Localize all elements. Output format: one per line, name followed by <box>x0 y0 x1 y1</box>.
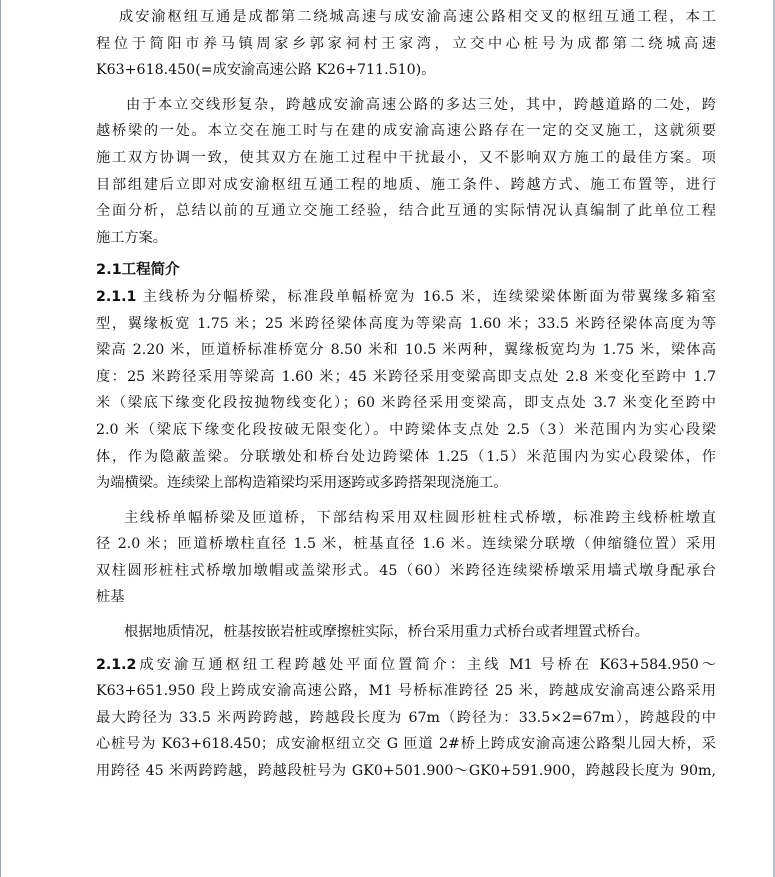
page-left-edge <box>0 0 1 877</box>
subsection-2-1-2-line: K63+651.950 段上跨成安渝高速公路，M1 号桥标准跨径 25 米，跨越成安渝高速公路采用 <box>96 683 716 700</box>
subsection-2-1-1-line: 梁高 2.20 米，匝道桥标准桥宽分 8.50 米和 10.5 米两种，翼缘板宽均为 1.75 米，梁体高 <box>96 342 716 359</box>
subsection-2-1-1-line: 米（梁底下缘变化段按抛物线变化）；60 米跨径采用变梁高，即支点处 3.7 米变化至跨中 <box>96 395 716 412</box>
subsection-2-1-1-line: 体，作为隐蔽盖梁。分联墩处和桥台处边跨梁体 1.25（1.5）米范围内为实心段梁体，作 <box>96 448 716 465</box>
subsection-2-1-1-first-line <box>96 284 716 311</box>
subsection-2-1-2-first-line <box>96 652 716 679</box>
paragraph-1-line: K63+618.450(=成安渝高速公路 K26+711.510)。 <box>96 62 436 79</box>
subsection-number: 2.1.2 <box>96 656 137 673</box>
paragraph-3-line: 双柱圆形桩柱式桥墩加墩帽或盖梁形式。45（60）米跨径连续梁桥墩采用墙式墩身配承台 <box>96 562 716 579</box>
subsection-number: 2.1.1 <box>96 288 137 305</box>
paragraph-2-line: 由于本立交线形复杂，跨越成安渝高速公路的多达三处，其中，跨越道路的二处，跨 <box>126 96 716 113</box>
paragraph-2-line: 全面分析，总结以前的互通立交施工经验，结合此互通的实际情况认真编制了此单位工程 <box>96 203 716 220</box>
paragraph-1-line: 成安渝枢纽互通是成都第二绕城高速与成安渝高速公路相交叉的枢纽互通工程，本工 <box>119 9 716 25</box>
paragraph-3-line: 径 2.0 米；匝道桥墩柱直径 1.5 米，桩基直径 1.6 米。连续梁分联墩（伸缩缝位置）采用 <box>96 536 716 553</box>
paragraph-2-line: 越桥梁的一处。本立交在施工时与在建的成安渝高速公路存在一定的交叉施工，这就须要 <box>96 123 716 140</box>
paragraph-2-line: 施工方案。 <box>96 229 167 246</box>
subsection-2-1-1-line: 为端横梁。连续梁上部构造箱梁均采用逐跨或多跨搭架现浇施工。 <box>96 475 508 492</box>
paragraph-2-line: 施工双方协调一致，使其双方在施工过程中干扰最小，又不影响双方施工的最佳方案。项 <box>96 149 716 166</box>
subsection-2-1-1-line: 型，翼缘板宽 1.75 米；25 米跨径梁体高度为等梁高 1.60 米；33.5 米跨径梁体高度为等 <box>96 315 716 332</box>
subsection-text: 主线桥为分幅桥梁，标准段单幅桥宽为 16.5 米，连续梁梁体断面为带翼缘多箱室 <box>136 288 716 305</box>
paragraph-1-line: 程位于简阳市养马镇周家乡郭家祠村王家湾，立交中心桩号为成都第二绕城高速 <box>96 35 716 52</box>
subsection-2-1-1-line: 度：25 米跨径采用等梁高 1.60 米；45 米跨径采用变梁高即支点处 2.8 米变化至跨中 1.7 <box>96 368 716 385</box>
subsection-2-1-2-line: 最大跨径为 33.5 米两跨跨越，跨越段长度为 67m（跨径为：33.5×2=67m），跨越段的中 <box>96 709 716 726</box>
subsection-2-1-1-line: 2.0 米（梁底下缘变化段按破无限变化）。中跨梁体支点处 2.5（3）米范围内为实心段梁 <box>96 421 716 438</box>
paragraph-3-line: 桩基 <box>96 589 125 606</box>
paragraph-4-line: 根据地质情况，桩基按嵌岩桩或摩擦桩实际，桥台采用重力式桥台或者埋置式桥台。 <box>124 624 649 641</box>
subsection-2-1-2-line: 用跨径 45 米两跨跨越，跨越段桩号为 GK0+501.900～GK0+591.900，跨越段长度为 90m, <box>96 763 716 780</box>
document-page <box>96 0 716 785</box>
paragraph-2-line: 目部组建后立即对成安渝枢纽互通工程的地质、施工条件、跨越方式、施工布置等，进行 <box>96 176 716 193</box>
subsection-2-1-2-line: 心桩号为 K63+618.450；成安渝枢纽立交 G 匝道 2#桥上跨成安渝高速公路梨儿园大桥，采 <box>96 736 716 753</box>
section-heading: 2.1工程简介 <box>96 262 180 279</box>
paragraph-3-line: 主线桥单幅桥梁及匝道桥，下部结构采用双柱圆形桩柱式桥墩，标准跨主线桥桩墩直 <box>124 509 716 526</box>
subsection-text: 成安渝互通枢纽工程跨越处平面位置简介：主线 M1 号桥在 K63+584.950～ <box>136 656 716 673</box>
